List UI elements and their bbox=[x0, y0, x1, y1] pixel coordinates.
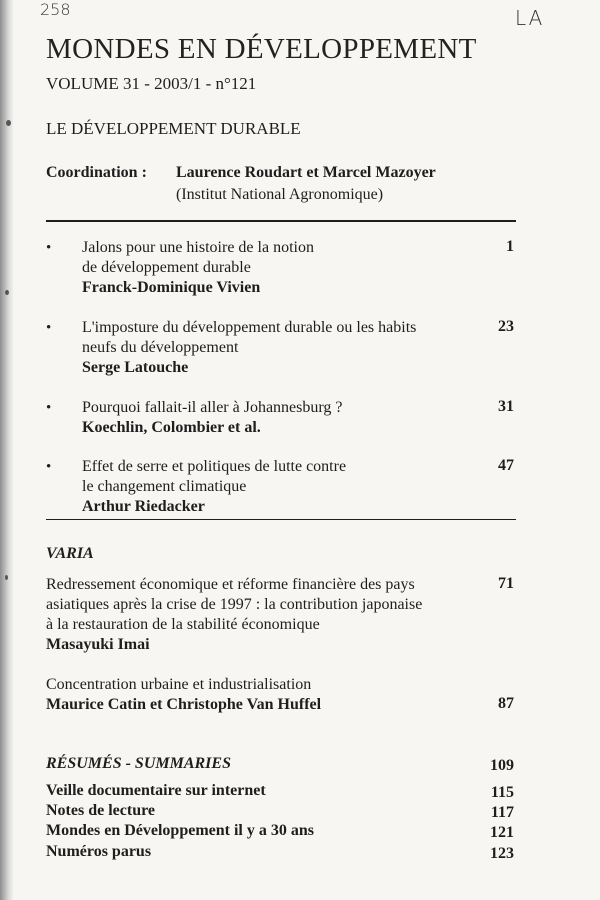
top-divider bbox=[46, 220, 516, 222]
article-title-line: L'imposture du développement durable ou les habits bbox=[82, 319, 417, 336]
article-page-number: 23 bbox=[498, 318, 514, 335]
coordination-label: Coordination : bbox=[46, 164, 147, 181]
binding-shadow bbox=[0, 0, 14, 900]
article-title-line: Effet de serre et politiques de lutte contre bbox=[82, 458, 347, 475]
handwritten-mark: LA bbox=[515, 6, 545, 30]
article-title-line: Jalons pour une histoire de la notion bbox=[82, 239, 314, 256]
scan-speck bbox=[5, 575, 8, 580]
article-entry bbox=[82, 238, 482, 298]
varia-author: Masayuki Imai bbox=[46, 636, 150, 653]
volume-info: VOLUME 31 - 2003/1 - n°121 bbox=[46, 74, 257, 93]
article-title-line: le changement climatique bbox=[82, 478, 247, 495]
back-matter-item: Mondes en Développement il y a 30 ans bbox=[46, 822, 314, 839]
article-title-line: de développement durable bbox=[82, 259, 251, 276]
summaries-page-number: 109 bbox=[490, 757, 514, 774]
back-matter-page-number: 117 bbox=[490, 804, 514, 821]
summaries-heading: RÉSUMÉS - SUMMARIES bbox=[46, 755, 231, 772]
bullet: • bbox=[46, 400, 52, 416]
varia-entry bbox=[46, 575, 486, 655]
bullet: • bbox=[46, 459, 52, 475]
coordination-institution: (Institut National Agronomique) bbox=[176, 186, 384, 203]
back-matter-page-number: 123 bbox=[490, 845, 514, 862]
scan-speck bbox=[5, 290, 9, 295]
bullet: • bbox=[46, 240, 52, 256]
article-page-number: 31 bbox=[498, 398, 514, 415]
back-matter-item: Numéros parus bbox=[46, 843, 152, 860]
article-author: Franck-Dominique Vivien bbox=[82, 279, 261, 296]
article-title-line: Pourquoi fallait-il aller à Johannesburg ? bbox=[82, 399, 343, 416]
varia-page-number: 87 bbox=[498, 695, 514, 712]
bullet: • bbox=[46, 320, 52, 336]
article-author: Koechlin, Colombier et al. bbox=[82, 419, 261, 436]
journal-title: MONDES EN DÉVELOPPEMENT bbox=[46, 33, 477, 65]
back-matter-item: Notes de lecture bbox=[46, 802, 155, 819]
article-author: Serge Latouche bbox=[82, 359, 189, 376]
article-entry bbox=[82, 398, 482, 438]
article-page-number: 1 bbox=[506, 238, 514, 255]
back-matter-page-number: 115 bbox=[490, 784, 514, 801]
coordination-names: Laurence Roudart et Marcel Mazoyer bbox=[176, 164, 436, 181]
article-title-line: neufs du développement bbox=[82, 339, 239, 356]
back-matter-item: Veille documentaire sur internet bbox=[46, 782, 266, 799]
varia-page-number: 71 bbox=[498, 575, 514, 592]
back-matter-page-number: 121 bbox=[490, 824, 514, 841]
handwritten-number: 258 bbox=[40, 0, 71, 19]
scan-speck bbox=[6, 120, 11, 126]
bottom-divider bbox=[46, 519, 516, 520]
article-entry bbox=[82, 457, 482, 517]
varia-author: Maurice Catin et Christophe Van Huffel bbox=[46, 696, 322, 713]
article-author: Arthur Riedacker bbox=[82, 498, 205, 515]
article-entry bbox=[82, 318, 482, 378]
varia-title-line: Concentration urbaine et industrialisation bbox=[46, 676, 312, 693]
article-page-number: 47 bbox=[498, 457, 514, 474]
varia-title-line: asiatiques après la crise de 1997 : la contribution japonaise bbox=[46, 596, 423, 613]
issue-theme: LE DÉVELOPPEMENT DURABLE bbox=[46, 119, 301, 138]
varia-title-line: à la restauration de la stabilité économique bbox=[46, 616, 320, 633]
varia-title-line: Redressement économique et réforme financière des pays bbox=[46, 576, 415, 593]
varia-heading: VARIA bbox=[46, 545, 94, 562]
varia-entry bbox=[46, 675, 486, 715]
